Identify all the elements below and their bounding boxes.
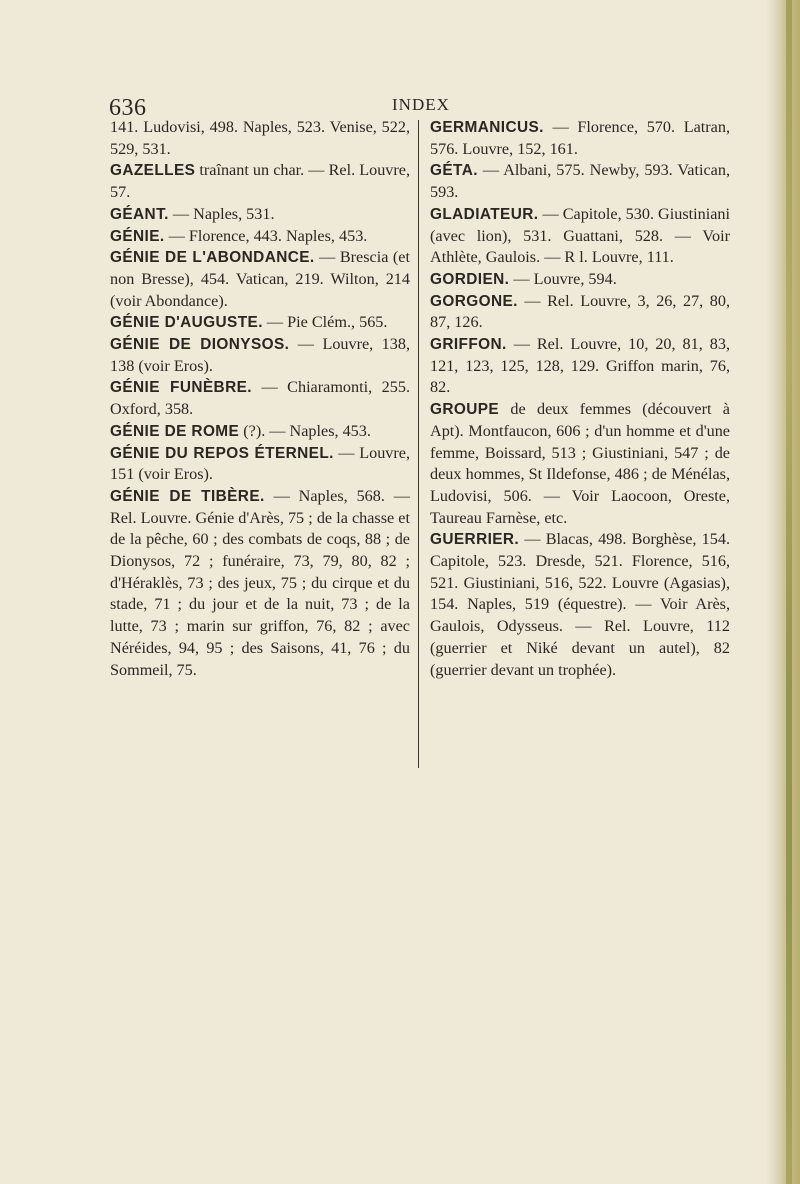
- index-entry: [430, 204, 730, 269]
- index-column-left: [110, 117, 410, 681]
- entry-heading: GRIFFON.: [430, 336, 507, 354]
- entry-heading: GÉNIE D'AUGUSTE.: [110, 314, 263, 332]
- index-entry: [430, 529, 730, 681]
- entry-heading: GÉANT.: [110, 205, 169, 223]
- entry-text: (?). — Naples, 453.: [239, 421, 371, 440]
- entry-text: — Chiaramonti, 255. Oxford, 358.: [110, 378, 410, 419]
- index-entry: [110, 443, 410, 486]
- entry-text: — Rel. Louvre, 3, 26, 27, 80, 87, 126.: [430, 291, 730, 332]
- index-entry: [430, 334, 730, 399]
- entry-text: traînant un char. — Rel. Louvre, 57.: [110, 161, 410, 202]
- entry-text: — Louvre, 151 (voir Eros).: [110, 443, 410, 484]
- entry-text: — Capitole, 530. Giustiniani (avec lion), 531. Guattani, 528. — Voir Athlète, Gaulois. — R l. Louvre, 111.: [430, 204, 730, 267]
- running-head: INDEX: [392, 95, 450, 114]
- entry-heading: GÉNIE DE DIONYSOS.: [110, 336, 290, 354]
- entry-text: — Brescia (et non Bresse), 454. Vatican, 219. Wilton, 214 (voir Abondance).: [110, 248, 410, 310]
- index-entry: [430, 291, 730, 334]
- entry-heading: GÉNIE DE TIBÈRE.: [110, 487, 265, 505]
- index-entry: [110, 226, 410, 248]
- index-entry: [110, 486, 410, 681]
- entry-heading: GÉNIE DE L'ABONDANCE.: [110, 249, 315, 267]
- index-entry: [110, 204, 410, 226]
- index-entry: [110, 421, 410, 443]
- index-entry: [110, 117, 410, 160]
- entry-text: — Pie Clém., 565.: [262, 313, 388, 332]
- page-number: 636: [109, 95, 147, 121]
- entry-text: — Naples, 531.: [168, 204, 275, 223]
- entry-heading: GÉNIE FUNÈBRE.: [110, 379, 252, 397]
- entry-heading: GÉNIE DE ROME: [110, 422, 240, 440]
- index-column-right: [430, 117, 730, 681]
- index-entry: [110, 334, 410, 377]
- index-entry: [430, 160, 730, 203]
- index-entry: [430, 399, 730, 529]
- entry-heading: GUERRIER.: [430, 531, 520, 549]
- entry-text: — Albani, 575. Newby, 593. Vatican, 593.: [430, 161, 730, 202]
- entry-heading: GLADIATEUR.: [430, 205, 539, 223]
- entry-heading: GÉNIE DU REPOS ÉTERNEL.: [110, 444, 334, 462]
- page-edge: [766, 0, 800, 1184]
- entry-text: — Blacas, 498. Borghèse, 154. Capitole, 523. Dresde, 521. Florence, 516, 521. Giustiniani, 516, 522. Louvre (Agasias), 154. Naples, 519 (équestre). — Voir Arès, Gaulois, Odysseus. — Rel. Louvre, 112 (guerrier et Niké devant un autel), 82 (guerrier devant un trophée).: [430, 530, 730, 679]
- entry-text: — Louvre, 138, 138 (voir Eros).: [110, 335, 411, 375]
- entry-text: — Louvre, 594.: [509, 269, 617, 288]
- index-entry: [110, 160, 410, 203]
- entry-text: — Rel. Louvre, 10, 20, 81, 83, 121, 123, 125, 128, 129. Griffon marin, 76, 82.: [430, 335, 730, 397]
- entry-text: de deux femmes (découvert à Apt). Montfaucon, 606 ; d'un homme et d'une femme, Boissard, 513 ; Giustiniani, 547 ; de deux hommes, St Ildefonse, 486 ; de Ménélas, Ludovisi, 506. — Voir Laocoon, Oreste, Taureau Farnèse, etc.: [430, 400, 730, 527]
- page-edge-shadow: [786, 0, 792, 1184]
- index-entry: [110, 377, 410, 420]
- column-divider: [418, 120, 419, 768]
- entry-text: 141. Ludovisi, 498. Naples, 523. Venise, 522, 529, 531.: [110, 118, 410, 158]
- index-entry: [430, 269, 730, 291]
- entry-heading: GAZELLES: [110, 162, 196, 180]
- entry-heading: GROUPE: [430, 401, 500, 419]
- entry-text: — Florence, 443. Naples, 453.: [164, 226, 368, 245]
- entry-heading: GORDIEN.: [430, 270, 510, 288]
- index-entry: [110, 312, 410, 334]
- index-entry: [110, 247, 410, 312]
- index-entry: [430, 117, 730, 160]
- entry-text: — Florence, 570. Latran, 576. Louvre, 152, 161.: [430, 118, 730, 158]
- entry-heading: GÉTA.: [430, 162, 478, 180]
- entry-heading: GÉNIE.: [110, 227, 165, 245]
- entry-heading: GORGONE.: [430, 292, 518, 310]
- entry-text: — Naples, 568. — Rel. Louvre. Génie d'Arès, 75 ; de la chasse et de la pêche, 60 ; des combats de coqs, 88 ; de Dionysos, 72 ; funéraire, 73, 79, 80, 82 ; d'Héraklès, 73 ; des jeux, 75 ; du cirque et du stade, 71 ; du jour et de la nuit, 73 ; de la lutte, 73 ; marin sur griffon, 76, 82 ; avec Néréides, 94, 95 ; des Saisons, 41, 76 ; du Sommeil, 75.: [110, 486, 410, 679]
- entry-heading: GERMANICUS.: [430, 119, 544, 136]
